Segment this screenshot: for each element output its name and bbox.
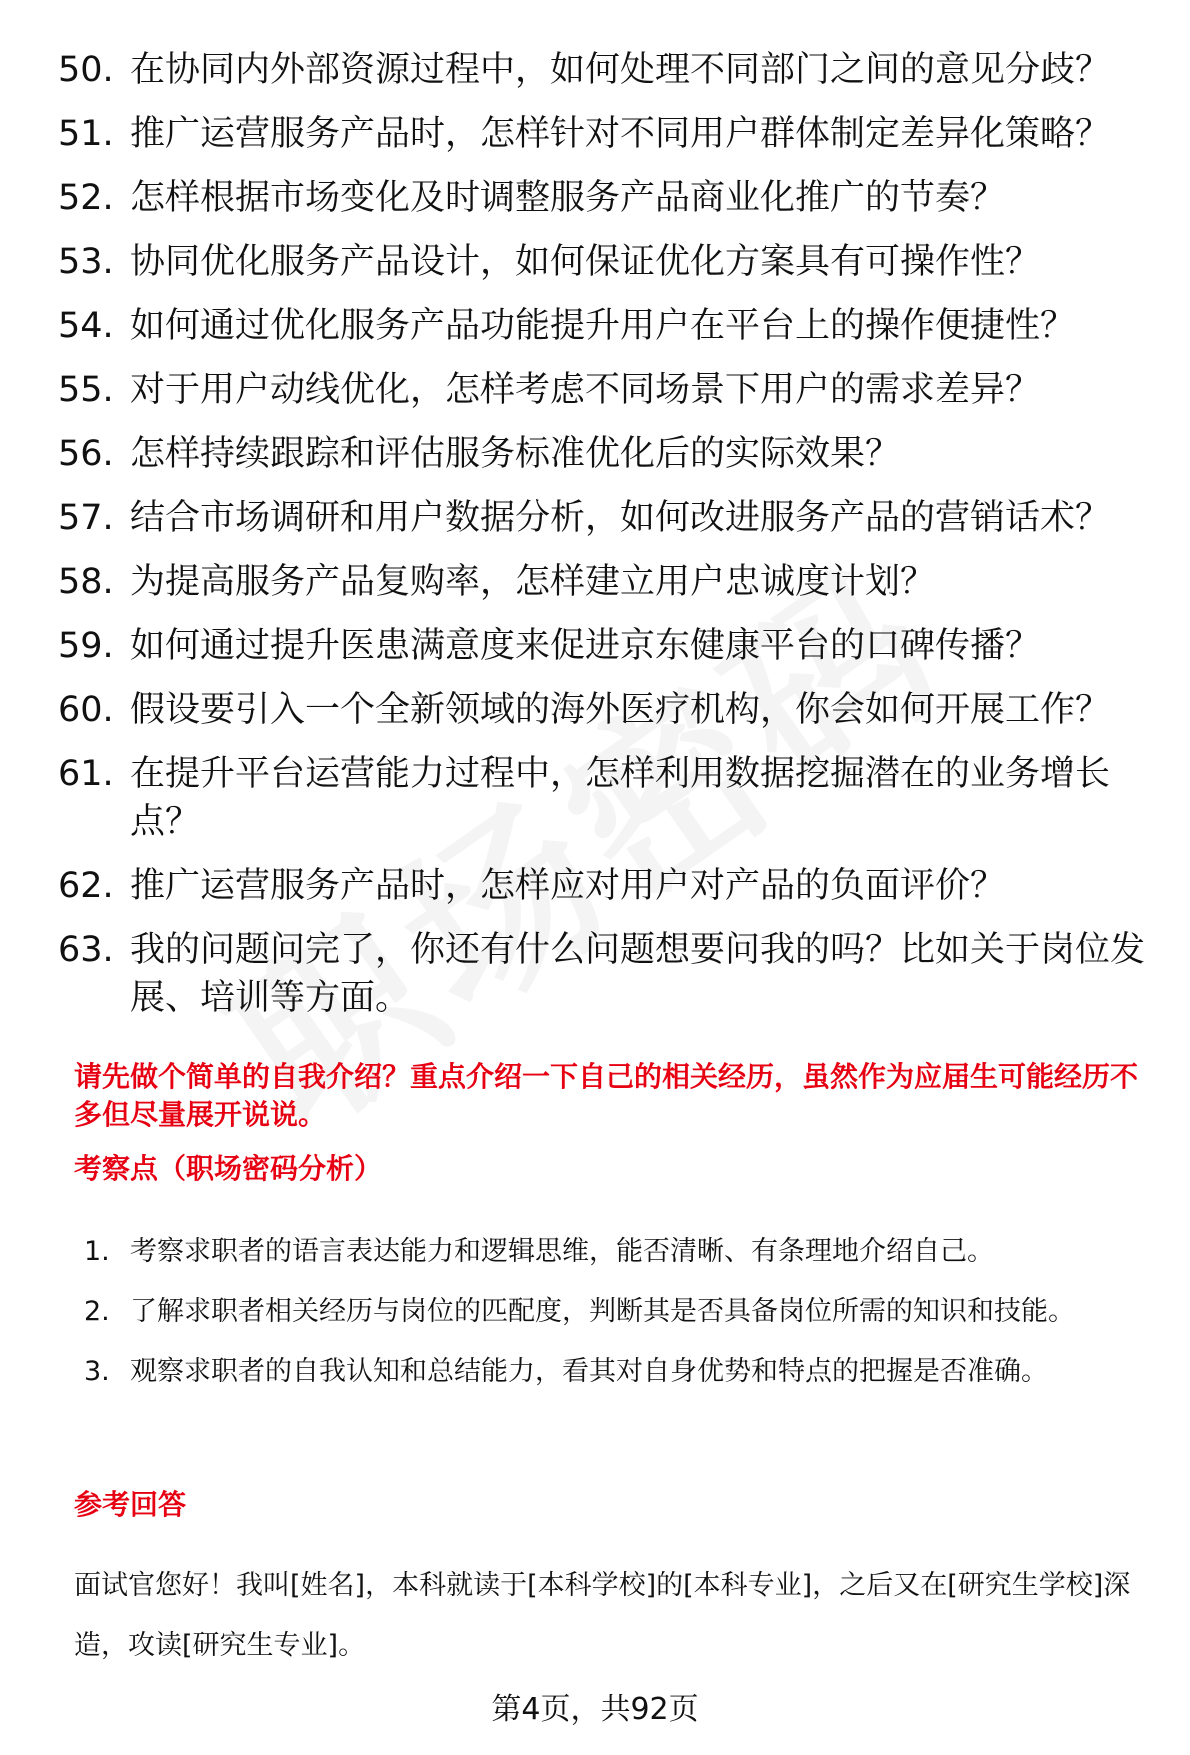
focus-list: [84, 1222, 1154, 1402]
list-item: [58, 686, 1158, 734]
list-item: [84, 1222, 1154, 1282]
question-number: 63.: [58, 930, 114, 970]
answer-heading: 参考回答: [74, 1488, 187, 1521]
list-item: [58, 302, 1158, 350]
question-list: [58, 46, 1158, 1038]
question-text: 在协同内外部资源过程中，如何处理不同部门之间的意见分歧？: [130, 50, 1111, 90]
list-item: [58, 622, 1158, 670]
question-text: 如何通过提升医患满意度来促进京东健康平台的口碑传播？: [130, 626, 1041, 666]
focus-number: 2.: [84, 1296, 110, 1327]
list-item: [84, 1282, 1154, 1342]
focus-text: 观察求职者的自我认知和总结能力，看其对自身优势和特点的把握是否准确。: [130, 1356, 1048, 1387]
question-text: 怎样根据市场变化及时调整服务产品商业化推广的节奏？: [130, 178, 1006, 218]
question-number: 58.: [58, 562, 114, 602]
list-item: [58, 862, 1158, 910]
question-number: 62.: [58, 866, 114, 906]
list-item: [58, 174, 1158, 222]
question-number: 60.: [58, 690, 114, 730]
question-text: 为提高服务产品复购率，怎样建立用户忠诚度计划？: [130, 562, 936, 602]
list-item: [58, 366, 1158, 414]
focus-text: 了解求职者相关经历与岗位的匹配度，判断其是否具备岗位所需的知识和技能。: [130, 1296, 1075, 1327]
list-item: [84, 1342, 1154, 1402]
list-item: [58, 430, 1158, 478]
question-text: 如何通过优化服务产品功能提升用户在平台上的操作便捷性？: [130, 306, 1076, 346]
question-text: 在提升平台运营能力过程中，怎样利用数据挖掘潜在的业务增长点？: [130, 754, 1111, 842]
list-item: [58, 238, 1158, 286]
question-text: 推广运营服务产品时，怎样针对不同用户群体制定差异化策略？: [130, 114, 1111, 154]
question-text: 假设要引入一个全新领域的海外医疗机构，你会如何开展工作？: [130, 690, 1111, 730]
question-text: 怎样持续跟踪和评估服务标准优化后的实际效果？: [130, 434, 901, 474]
focus-number: 3.: [84, 1356, 110, 1387]
question-text: 我的问题问完了，你还有什么问题想要问我的吗？比如关于岗位发展、培训等方面。: [130, 930, 1146, 1018]
answer-text: 面试官您好！我叫[姓名]，本科就读于[本科学校]的[本科专业]，之后又在[研究生学校]深造，攻读[研究生专业]。: [74, 1570, 1131, 1661]
list-item: [58, 494, 1158, 542]
list-item: [58, 926, 1158, 1022]
focus-heading: 考察点（职场密码分析）: [74, 1152, 383, 1185]
question-number: 54.: [58, 306, 114, 346]
list-item: [58, 46, 1158, 94]
intro-question-heading: 请先做个简单的自我介绍？重点介绍一下自己的相关经历，虽然作为应届生可能经历不多但尽量展开说说。: [74, 1060, 1139, 1131]
list-item: [58, 110, 1158, 158]
question-number: 56.: [58, 434, 114, 474]
question-number: 57.: [58, 498, 114, 538]
question-number: 52.: [58, 178, 114, 218]
list-item: [58, 750, 1158, 846]
list-item: [58, 558, 1158, 606]
question-number: 55.: [58, 370, 114, 410]
question-number: 50.: [58, 50, 114, 90]
question-number: 53.: [58, 242, 114, 282]
question-text: 协同优化服务产品设计，如何保证优化方案具有可操作性？: [130, 242, 1041, 282]
page-footer: 第4页，共92页: [491, 1692, 699, 1727]
question-number: 59.: [58, 626, 114, 666]
question-number: 61.: [58, 754, 114, 794]
focus-text: 考察求职者的语言表达能力和逻辑思维，能否清晰、有条理地介绍自己。: [130, 1236, 994, 1267]
question-text: 推广运营服务产品时，怎样应对用户对产品的负面评价？: [130, 866, 1006, 906]
focus-number: 1.: [84, 1236, 110, 1267]
question-text: 对于用户动线优化，怎样考虑不同场景下用户的需求差异？: [130, 370, 1041, 410]
question-number: 51.: [58, 114, 114, 154]
question-text: 结合市场调研和用户数据分析，如何改进服务产品的营销话术？: [130, 498, 1111, 538]
